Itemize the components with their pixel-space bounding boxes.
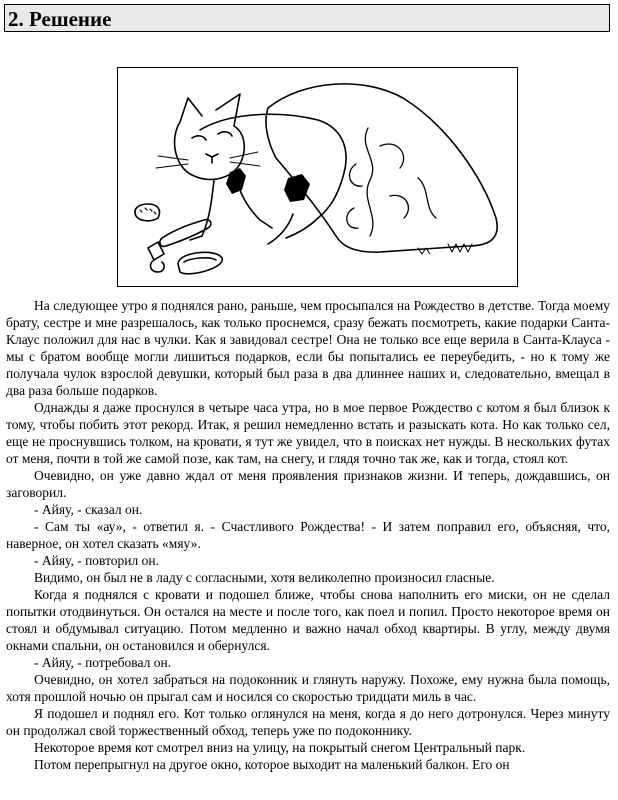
cat-eyes — [192, 132, 232, 140]
cat-drawing — [118, 68, 517, 286]
stocking-pattern — [347, 128, 436, 236]
brush-bristles — [140, 208, 156, 214]
section-heading: 2. Решение — [8, 7, 112, 31]
paragraph: Потом перепрыгнул на другое окно, которое выходит на маленький балкон. Его он — [34, 757, 510, 772]
cat-patch — [226, 168, 310, 202]
brush — [135, 204, 160, 221]
paragraph: - Айяу, - сказал он. — [34, 502, 143, 517]
paragraph: Очевидно, он хотел забраться на подоконник и глянуть наружу. Похоже, ему нужна была помощь, хотя прошлой ночью он прыгал сам и носился со скоростью тридцати миль в час. — [6, 672, 610, 704]
section-heading-bar — [4, 4, 610, 32]
stocking-outline — [266, 84, 497, 252]
paragraph: Очевидно, он уже давно ждал от меня проявления признаков жизни. И теперь, дождавшись, он заговорил. — [6, 468, 610, 500]
body-text — [6, 297, 610, 773]
cat-body — [200, 114, 346, 218]
paragraph: - Айяу, - потребовал он. — [34, 655, 172, 670]
paragraph: - Айяу, - повторил он. — [34, 553, 159, 568]
paragraph: Я подошел и поднял его. Кот только оглянулся на меня, когда я до него дотронулся. Через минуту он продолжал свой торжественный обход, теперь уже по подоконнику. — [6, 706, 610, 738]
paragraph: На следующее утро я поднялся рано, раньше, чем просыпался на Рождество в детстве. Тогда моему брату, сестре и мне разрешалось, как только проснемся, сразу бежать посмотреть, какие подарки Санта-Клаус положил для нас в чулки. Как я завидовал сестре! Она не только все еще верила в Санта-Клауса - мы с братом вообще могли лишиться подарков, если бы попытались ее переубедить, - но к тому же получала чулок взрослой девушки, который был раза в два длиннее наших и, следовательно, вмещал в два раза больше подарков. — [6, 298, 610, 398]
paragraph: Когда я поднялся с кровати и подошел ближе, чтобы снова наполнить его миски, он не сделал попытки отодвинуться. Он остался на месте и после того, как поел и попил. Просто некоторое время он стоял и обдумывал ситуацию. Потом медленно и важно начал обход квартиры. В углу, между двумя окнами спальни, он остановился и обернулся. — [6, 587, 610, 653]
cat-head — [175, 94, 245, 179]
paragraph: Однажды я даже проснулся в четыре часа утра, но в мое первое Рождество с котом я был близок к тому, чтобы побить этот рекорд. Итак, я решил немедленно встать и разыскать кота. Но как только сел, еще не проснувшись толком, на кровати, я тут же увидел, что в поисках нет нужды. В нескольких футах от меня, почти в той же самой позе, как там, на снегу, и глядя точно так же, как и тогда, стоял кот. — [6, 400, 610, 466]
paragraph: Видимо, он был не в ладу с согласными, хотя великолепно произносил гласные. — [34, 570, 495, 585]
shoe-polish-tin — [178, 252, 222, 273]
paragraph: - Сам ты «ау», - ответил я. - Счастливого Рождества! - И затем поправил его, объясняя, что, наверное, он хотел сказать «мяу». — [6, 519, 610, 551]
cat-nose — [206, 154, 218, 163]
paragraph: Некоторое время кот смотрел вниз на улицу, на покрытый снегом Центральный парк. — [34, 740, 526, 755]
cat-back-leg — [268, 214, 318, 244]
cat-illustration — [117, 67, 518, 287]
